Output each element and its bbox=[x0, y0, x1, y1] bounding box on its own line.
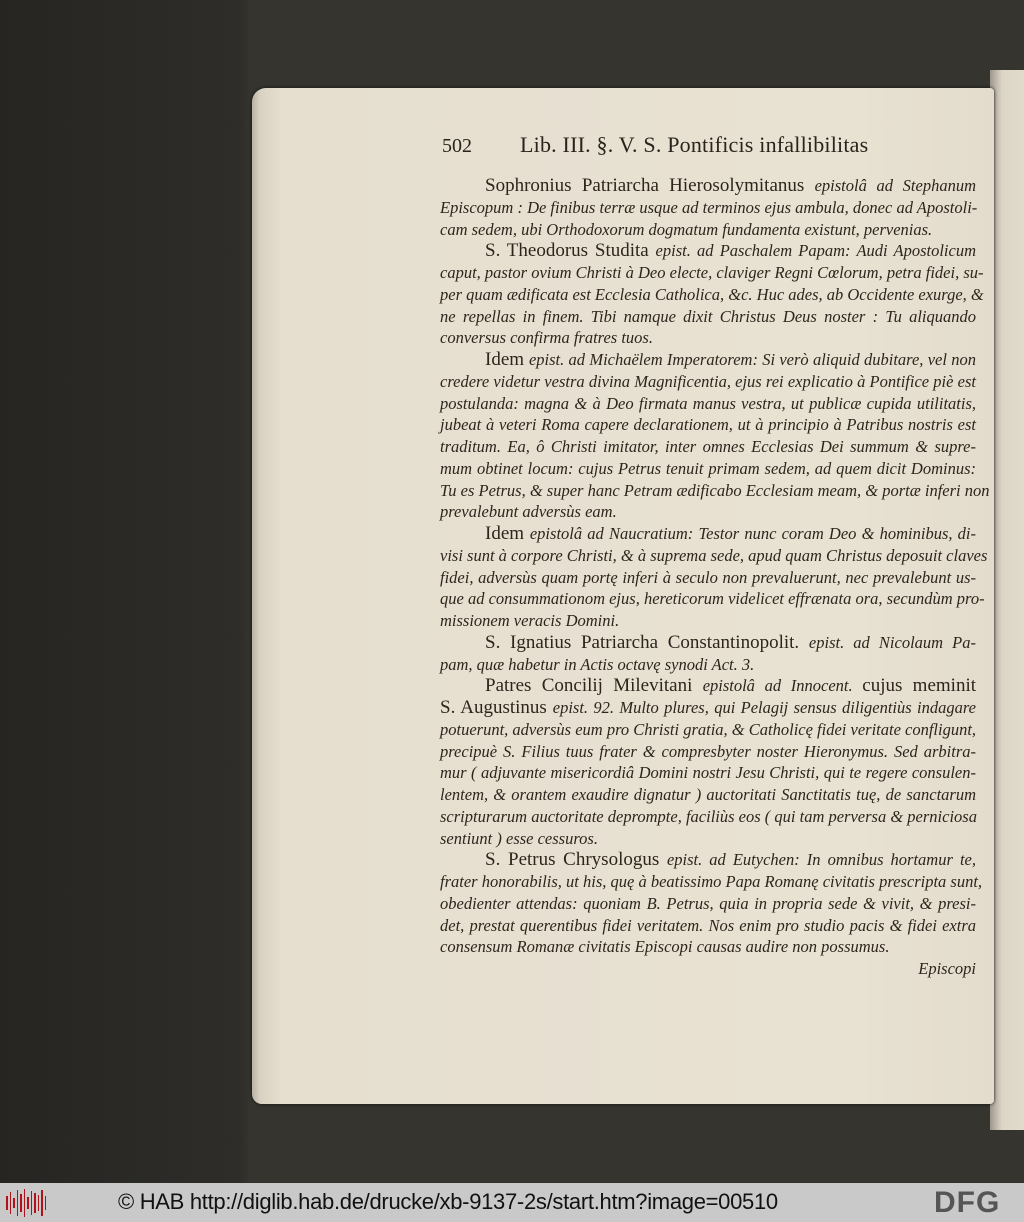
logo-bar bbox=[34, 1193, 36, 1213]
italic-text: postulanda: magna & à Deo firmata manus vestra, ut publicæ cupida utilitatis, bbox=[440, 393, 976, 413]
italic-text: epistolâ ad Naucratium: Testor nunc coram Deo & hominibus, di- bbox=[529, 524, 976, 543]
text-line bbox=[440, 675, 976, 697]
roman-text: S. Augustinus bbox=[440, 697, 553, 718]
logo-bar bbox=[13, 1198, 15, 1208]
italic-text: mur ( adjuvante misericordiâ Domini nostri Jesu Christi, qui te regere consulen- bbox=[440, 763, 976, 783]
italic-text: visi sunt à corpore Christi, & à suprema sede, apud quam Christus deposuit claves bbox=[440, 545, 988, 565]
text-line bbox=[440, 501, 976, 523]
text-line bbox=[440, 240, 976, 262]
logo-bar bbox=[41, 1190, 43, 1216]
italic-text: lentem, & orantem exaudire dignatur ) auctoritati Sanctitatis tuę, de sanctarum bbox=[440, 785, 976, 804]
footer-bar bbox=[0, 1183, 1024, 1222]
logo-bar bbox=[6, 1196, 8, 1210]
page-number: 502 bbox=[442, 135, 472, 157]
italic-text: jubeat à veteri Roma capere declarationem, ut à principio à Patribus nostris est bbox=[440, 415, 976, 435]
roman-text: cujus meminit bbox=[862, 675, 977, 697]
roman-text: Idem bbox=[485, 349, 529, 370]
text-line bbox=[440, 697, 976, 719]
italic-text: ne repellas in finem. Tibi namque dixit Christus Deus noster : Tu aliquando bbox=[440, 306, 976, 326]
italic-text: pam, quæ habetur in Actis octavę synodi Act. 3. bbox=[440, 654, 755, 674]
text-line bbox=[440, 610, 976, 632]
text-line bbox=[440, 719, 976, 741]
text-line bbox=[440, 806, 976, 828]
text-line bbox=[440, 458, 976, 480]
text-line bbox=[440, 958, 976, 980]
logo-bar bbox=[24, 1189, 26, 1217]
roman-text: Idem bbox=[485, 523, 530, 544]
italic-text: scripturarum auctoritate deprompte, faciliùs eos ( qui tam perversa & perniciosa bbox=[440, 806, 977, 826]
italic-text: epist. ad Eutychen: In omnibus hortamur te, bbox=[666, 850, 976, 870]
logo-bar bbox=[20, 1194, 22, 1212]
roman-text: Patres Concilij Milevitani bbox=[485, 675, 703, 697]
text-line bbox=[440, 175, 976, 197]
italic-text: Episcopum : De finibus terræ usque ad terminos ejus ambula, donec ad Apostoli- bbox=[440, 197, 978, 217]
text-line bbox=[440, 480, 990, 502]
text-line bbox=[440, 849, 976, 871]
italic-text: credere videtur vestra divina Magnificentia, ejus rei explicatio à Pontifice piè est bbox=[440, 371, 976, 391]
italic-text: frater honorabilis, ut his, quę à beatissimo Papa Romanę civitatis prescripta sunt, bbox=[440, 872, 983, 891]
italic-text: fidei, adversùs quam portę inferi à seculo non prevaluerunt, nec prevalebunt us- bbox=[440, 567, 976, 587]
text-line bbox=[440, 349, 976, 371]
text-line bbox=[440, 632, 976, 654]
italic-text: missionem veracis Domini. bbox=[440, 611, 620, 630]
text-line bbox=[440, 371, 976, 393]
italic-text: epist. ad Paschalem Papam: Audi Apostolicum bbox=[655, 241, 976, 261]
italic-text: det, prestat querentibus fidei veritatem. Nos enim pro studio pacis & fidei extra bbox=[440, 915, 976, 935]
text-line bbox=[440, 784, 976, 806]
logo-bar bbox=[31, 1191, 33, 1215]
italic-text: cam sedem, ubi Orthodoxorum dogmatum fundamenta existunt, pervenias. bbox=[440, 219, 933, 239]
italic-text: per quam ædificata est Ecclesia Catholica, &c. Huc ades, ab Occidente exurge, & bbox=[440, 284, 984, 304]
running-header bbox=[442, 132, 982, 162]
page-body-text bbox=[440, 175, 990, 980]
italic-text: epist. 92. Multo plures, qui Pelagij sensus diligentiùs indagare bbox=[552, 698, 976, 717]
italic-text: sentiunt ) esse cessuros. bbox=[440, 828, 598, 848]
italic-text: epist. ad Nicolaum Pa- bbox=[808, 632, 977, 652]
copyright-link[interactable]: © HAB http://diglib.hab.de/drucke/xb-9137-2s/start.htm?image=00510 bbox=[118, 1189, 778, 1214]
text-line bbox=[440, 915, 976, 937]
italic-text: obedienter attendas: quoniam B. Petrus, quia in propria sede & vivit, & presi- bbox=[440, 893, 976, 913]
text-line bbox=[440, 327, 976, 349]
text-line bbox=[440, 567, 976, 589]
italic-text: consensum Romanæ civitatis Episcopi causas audire non possumus. bbox=[440, 937, 890, 957]
text-line bbox=[440, 762, 976, 784]
italic-text: epist. ad Michaëlem Imperatorem: Si verò aliquid dubitare, vel non bbox=[528, 350, 976, 369]
logo-bar bbox=[17, 1190, 19, 1216]
italic-text: Tu es Petrus, & super hanc Petram ædificabo Ecclesiam meam, & portæ inferi non bbox=[440, 480, 990, 500]
italic-text: potuerunt, adversùs eum pro Christi gratia, & Catholicę fidei veritate confligunt, bbox=[440, 719, 977, 739]
italic-text: prevalebunt adversùs eam. bbox=[440, 502, 617, 522]
text-line bbox=[440, 588, 985, 610]
text-line bbox=[440, 436, 976, 458]
roman-text: S. Theodorus Studita bbox=[485, 240, 656, 262]
text-line bbox=[440, 414, 976, 436]
italic-text: epistolâ ad Stephanum bbox=[814, 176, 976, 195]
text-line bbox=[440, 654, 976, 676]
text-line bbox=[440, 828, 976, 850]
italic-text: conversus confirma fratres tuos. bbox=[440, 328, 653, 348]
text-line bbox=[440, 871, 983, 893]
italic-text: precipuè S. Filius tuus frater & compresbyter noster Hieronymus. Sed arbitra- bbox=[440, 741, 976, 761]
roman-text: Sophronius Patriarcha Hierosolymitanus bbox=[485, 175, 815, 196]
text-line bbox=[440, 306, 976, 328]
text-line bbox=[440, 262, 984, 284]
italic-text: que ad consummationom ejus, hereticorum videlicet effrænata ora, secundùm pro- bbox=[440, 589, 985, 609]
text-line bbox=[440, 545, 988, 567]
roman-text: S. Petrus Chrysologus bbox=[485, 849, 667, 871]
italic-text: mum obtinet locum: cujus Petrus tenuit primam sedem, ad quem dicit Dominus: bbox=[440, 458, 976, 478]
text-line bbox=[440, 284, 984, 306]
running-head-title: Lib. III. §. V. S. Pontificis infallibilitas bbox=[520, 132, 869, 157]
text-line bbox=[440, 523, 976, 545]
dfg-logo: DFG bbox=[934, 1186, 1001, 1219]
italic-text: epistolâ ad Innocent. bbox=[702, 676, 863, 696]
logo-bar bbox=[10, 1192, 12, 1214]
logo-bar bbox=[45, 1196, 47, 1210]
italic-text: Episcopi bbox=[918, 959, 976, 978]
logo-bar bbox=[27, 1197, 29, 1209]
text-line bbox=[440, 219, 976, 241]
italic-text: traditum. Ea, ô Christi imitator, inter omnes Ecclesias Dei summum & supre- bbox=[440, 437, 976, 456]
text-line bbox=[440, 893, 976, 915]
hab-logo-icon bbox=[6, 1189, 46, 1217]
text-line bbox=[440, 197, 976, 219]
roman-text: S. Ignatius Patriarcha Constantinopolit. bbox=[485, 631, 809, 653]
italic-text: caput, pastor ovium Christi à Deo electe, claviger Regni Cœlorum, petra fidei, su- bbox=[440, 263, 984, 282]
text-line bbox=[440, 741, 976, 763]
text-line bbox=[440, 393, 976, 415]
adjacent-page-edge bbox=[990, 70, 1024, 1130]
text-line bbox=[440, 936, 976, 958]
logo-bar bbox=[38, 1195, 40, 1211]
